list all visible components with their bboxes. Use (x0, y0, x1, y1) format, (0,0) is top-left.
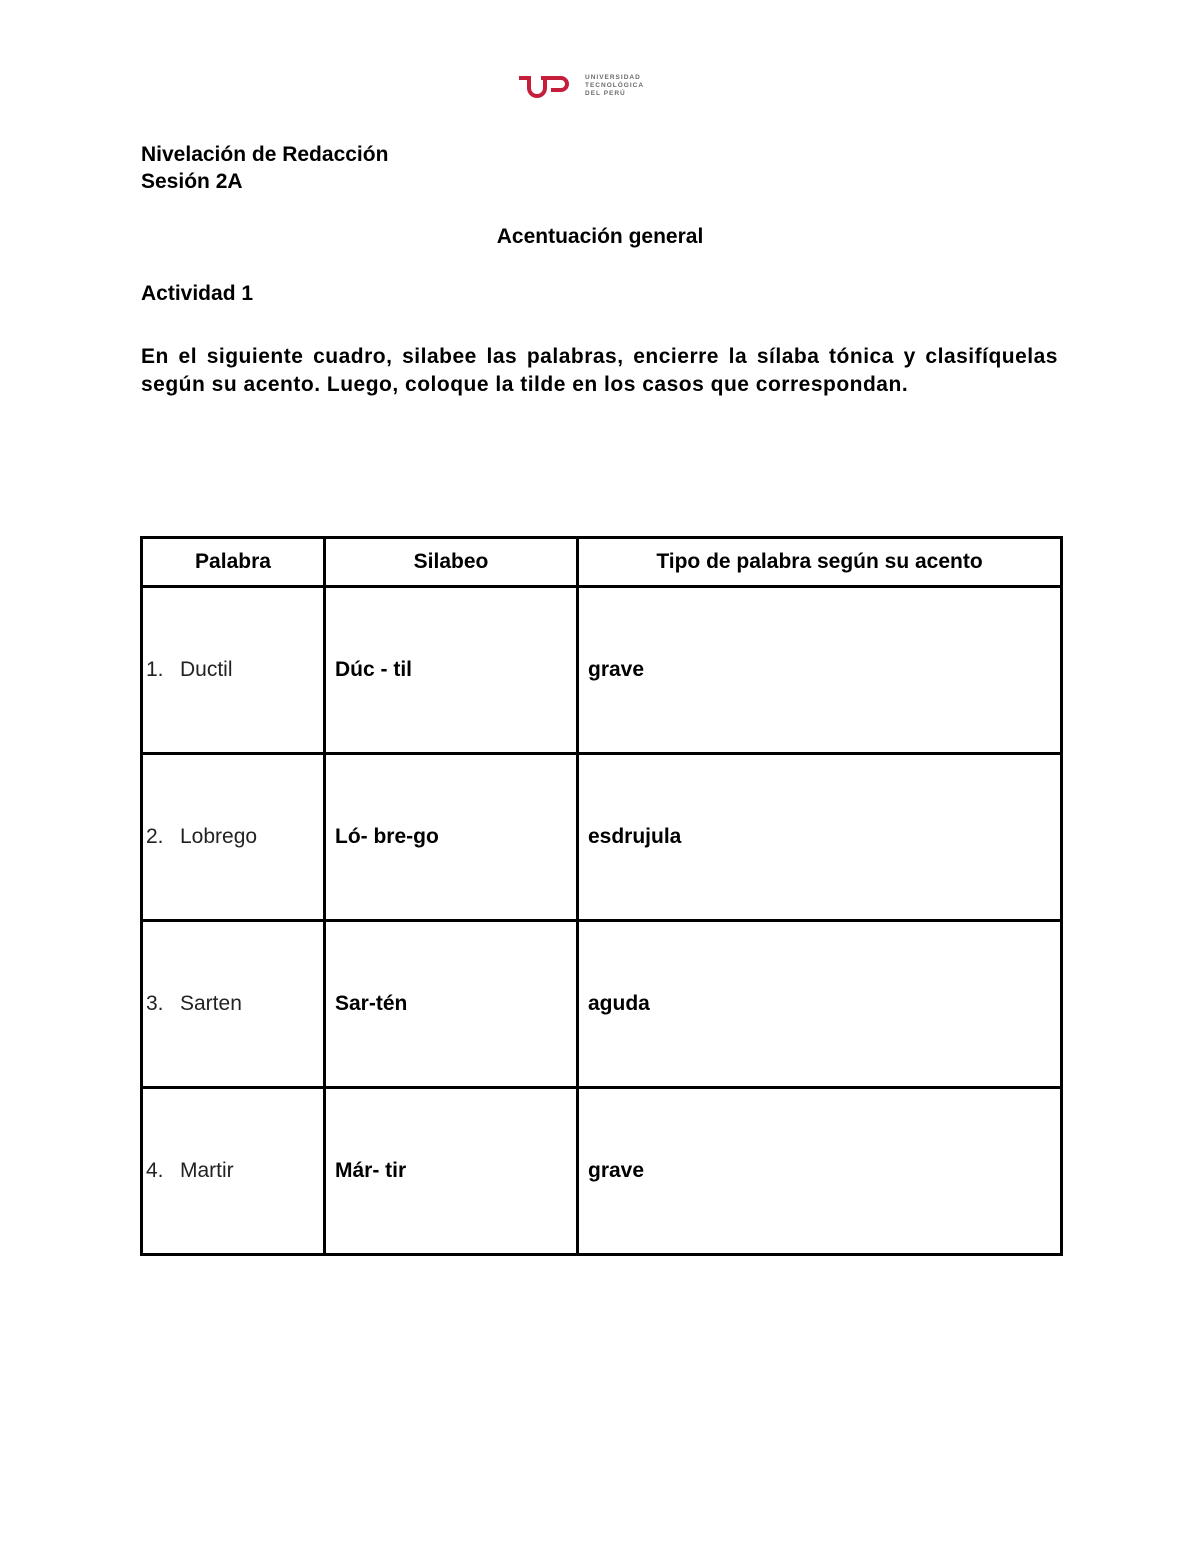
row-number: 4. (146, 1159, 164, 1182)
type-cell[interactable]: grave (578, 587, 1062, 754)
activity-instructions: En el siguiente cuadro, silabee las palabras, encierre la sílaba tónica y clasifíquelas según su acento. Luego, coloque la tilde en los casos que correspondan. (141, 345, 1058, 396)
type-cell[interactable]: grave (578, 1088, 1062, 1255)
word-cell (142, 587, 325, 754)
table-row (142, 1088, 1062, 1255)
type-cell[interactable]: esdrujula (578, 754, 1062, 921)
type-cell[interactable]: aguda (578, 921, 1062, 1088)
row-number: 3. (146, 992, 164, 1015)
activity-label: Actividad 1 (141, 282, 254, 305)
word-text: Sarten (180, 992, 242, 1015)
header-type: Tipo de palabra según su acento (578, 538, 1062, 587)
word-cell (142, 754, 325, 921)
syllables-cell[interactable]: Sar-tén (325, 921, 578, 1088)
header-syllables: Silabeo (325, 538, 578, 587)
syllables-cell[interactable]: Már- tir (325, 1088, 578, 1255)
table-row (142, 921, 1062, 1088)
syllables-cell[interactable]: Dúc - til (325, 587, 578, 754)
table-row (142, 587, 1062, 754)
syllable-table (140, 536, 1063, 1256)
document-title: Acentuación general (496, 225, 704, 248)
word-cell (142, 1088, 325, 1255)
word-text: Lobrego (180, 825, 258, 848)
table-header-row (142, 538, 1062, 587)
word-cell (142, 921, 325, 1088)
university-logo (517, 72, 659, 100)
word-text: Ductil (180, 658, 233, 681)
utp-logo-icon (517, 72, 577, 100)
session-label: Sesión 2A (141, 170, 243, 193)
course-title: Nivelación de Redacción (141, 143, 389, 166)
logo-text: UNIVERSIDAD TECNOLÓGICA DEL PERÚ (585, 74, 645, 97)
row-number: 1. (146, 658, 164, 681)
table-row (142, 754, 1062, 921)
header-word: Palabra (142, 538, 325, 587)
syllables-cell[interactable]: Ló- bre-go (325, 754, 578, 921)
word-text: Martir (180, 1159, 234, 1182)
row-number: 2. (146, 825, 164, 848)
